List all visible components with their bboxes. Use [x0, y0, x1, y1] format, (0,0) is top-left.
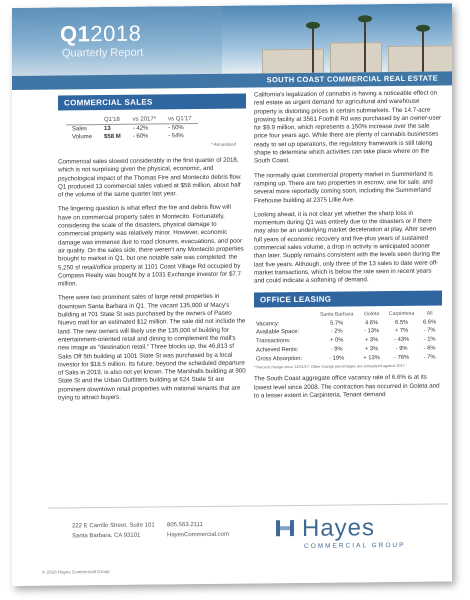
- cell: - 9%: [330, 346, 343, 353]
- paragraph: Commercial sales slowed considerably in the first quarter of 2018, which is not surprising given the physical, economic, and psychological impact of the Thomas Fire and Montecito debris flow. Q1 produced 13 commercial sales valued at $58 million, about half of the volume of the same quarter last year.: [58, 156, 242, 199]
- building-3: [388, 45, 452, 74]
- address-line: 222 E Carrillo Street, Suite 101: [72, 522, 155, 530]
- year-label: 2018: [90, 20, 142, 47]
- cell: 13: [104, 125, 111, 133]
- commercial-sales-table: [66, 115, 198, 141]
- row-label: Volume: [72, 134, 93, 141]
- commercial-sales-heading: COMMERCIAL SALES: [58, 94, 246, 111]
- building-2: [330, 42, 382, 75]
- row-label: Available Space:: [256, 329, 300, 336]
- quarter-label: Q1: [60, 21, 91, 47]
- table-row: [254, 353, 440, 364]
- cell: + 7%: [394, 328, 409, 335]
- footer-address: [72, 521, 155, 542]
- website-link[interactable]: HayesCommercial.com: [167, 531, 230, 539]
- cell: + 3%: [364, 337, 379, 344]
- cell: 5.7%: [330, 320, 344, 327]
- cell: - 7%: [423, 354, 436, 361]
- cell: - 43%: [394, 337, 410, 344]
- column-header: Goleta: [363, 311, 380, 318]
- column-header: vs Q1'17: [162, 115, 198, 124]
- office-leasing-table: [254, 309, 440, 364]
- office-leasing-heading: OFFICE LEASING: [254, 290, 442, 307]
- cell: - 7%: [423, 328, 436, 335]
- cell: 6.6%: [423, 319, 437, 326]
- cell: - 19%: [329, 355, 345, 362]
- palm-tree-icon: [422, 30, 424, 72]
- office-leasing-footnote: * Percent change since 12/31/17. Other change percentages are annualized against 2017.: [254, 364, 406, 370]
- building-1: [262, 49, 324, 76]
- paragraph: The normally quiet commercial property market in Summerland is ramping up. There are two properties in escrow, one for sale, and several more reportedly coming soon, including the Summerland Firehouse building at 2375 Lillie Ave.: [254, 170, 433, 205]
- cell: + 3%: [364, 346, 379, 353]
- paragraph: The South Coast aggregate office vacancy rate of 6.6% is at its lowest level since 2008. The contraction has occurred in Goleta and to a lesser extent in Carpinteria. Tenant demand: [254, 373, 440, 400]
- footer: [12, 491, 452, 586]
- address-line: Santa Barbara, CA 93101: [72, 532, 141, 540]
- cell: + 0%: [330, 337, 344, 344]
- column-header: Carpinteria: [388, 310, 415, 317]
- cell: 4.6%: [364, 319, 379, 327]
- cell: + 13%: [363, 354, 380, 362]
- cell: - 60%: [132, 133, 149, 140]
- row-label: Sales: [72, 126, 88, 133]
- row-label: Achieved Rents:: [256, 347, 299, 354]
- paragraph: The lingering question is what effect the fire and debris flow will have on commercial property sales in Montecito. Fortunately, considering the scale of the disasters, physical damage to commercial property was relatively minor. However, economic damage was immense due to road closures, evacuations, and poor air quality. On the sales side, there weren't any Montecito properties brought to market in Q1, but one notable sale was completed: the 5,250 sf retail/office property at 1101 Coast Village Rd occupied by Compass Realty was bought by a 1031 Exchange investor for $7.7 million.: [58, 204, 244, 288]
- cell: - 1%: [423, 336, 436, 343]
- row-label: Transactions:: [256, 338, 291, 345]
- column-header: Q1'18: [98, 116, 127, 125]
- copyright-text: © 2018 Hayes Commercial Group: [42, 568, 110, 575]
- cell: - 78%: [394, 354, 410, 361]
- cell: - 54%: [168, 133, 184, 140]
- right-column: [254, 89, 442, 406]
- header-banner-image: [12, 3, 452, 76]
- row-label: Vacancy:: [256, 320, 280, 328]
- column-header: Santa Barbara: [319, 311, 354, 318]
- cell: - 42%: [132, 125, 149, 132]
- palm-tree-icon: [312, 27, 314, 73]
- report-subtitle: Quarterly Report: [62, 46, 144, 60]
- cell: 6.5%: [395, 319, 409, 326]
- cell: - 50%: [168, 125, 184, 132]
- paragraph: There were two prominent sales of large retail properties in downtown Santa Barbara in Q1. The vacant 135,000 sf Macy's building at 701 State St was purchased by the owners of Paseo Nuevo mall for an estimated $12 million. The sale did not include the land. The new owners will likely use the 135,000 sf building for entertainment-oriented retail and dining to complement the mall's new image as "destination retail." Three blocks up, the 46,813 sf Saks Off 5th building at 1001 State St was purchased by a local investor for $18.5 million. Its future, beyond the scheduled departure of Saks in 2019, is also not yet known. The Marshalls building at 900 State St and the Urban Outfitters building at 624 State St are prominent downtown retail properties with national tenants that are trying to attract buyers.: [58, 293, 246, 402]
- paragraph: California's legalization of cannabis is having a noticeable effect on real estate as urgent demand for agricultural and warehouse property is distorting prices in certain submarkets. The 14.7-acre growing facility at 3561 Foothill Rd was purchased by an owner-user for $9.9 million, which represents a 150% increase over the sale price four years ago. While there are plenty of cannabis businesses ready to set up operations, the regulatory framework is still taking shape to determine which activities can take place where on the South Coast.: [254, 89, 442, 165]
- table-row: [66, 132, 198, 141]
- paragraph: Looking ahead, it is not clear yet whether the sharp loss in momentum during Q1 was entirely due to the disasters or if there may also be an underlying market deceleration at play. After seven full years of economic recovery and five-plus years of sustained commercial sales volume, a drop in activity is anticipated sooner than later. Supply remains consistent with the levels seen during the last five years. Although, only three of the 13 sales to date were off-market transactions, which is below the rate seen in recent years and could indicate a softening of demand.: [254, 209, 441, 285]
- cell: - 2%: [330, 329, 343, 336]
- phone-number: 805.563.2111: [167, 522, 203, 529]
- cell: $58 M: [104, 133, 121, 141]
- cell: - 6%: [423, 345, 436, 352]
- annualized-note: * Annualized: [210, 141, 236, 147]
- footer-divider: [48, 503, 448, 508]
- left-column: [58, 94, 246, 409]
- cell: - 9%: [395, 345, 408, 353]
- logo-subtitle: COMMERCIAL GROUP: [304, 541, 406, 550]
- column-header: vs 2017*: [127, 115, 162, 124]
- cell: - 13%: [364, 328, 380, 335]
- report-page: [12, 3, 452, 586]
- quarter-title: [60, 21, 141, 48]
- column-header: All: [426, 310, 433, 317]
- palm-tree-icon: [364, 20, 366, 72]
- row-label: Gross Absorption:: [256, 355, 303, 363]
- footer-contact: [167, 520, 229, 541]
- hayes-logo-icon: [274, 517, 296, 539]
- logo-wordmark: Hayes: [302, 514, 376, 542]
- banner-text: SOUTH COAST COMMERCIAL REAL ESTATE: [266, 73, 438, 85]
